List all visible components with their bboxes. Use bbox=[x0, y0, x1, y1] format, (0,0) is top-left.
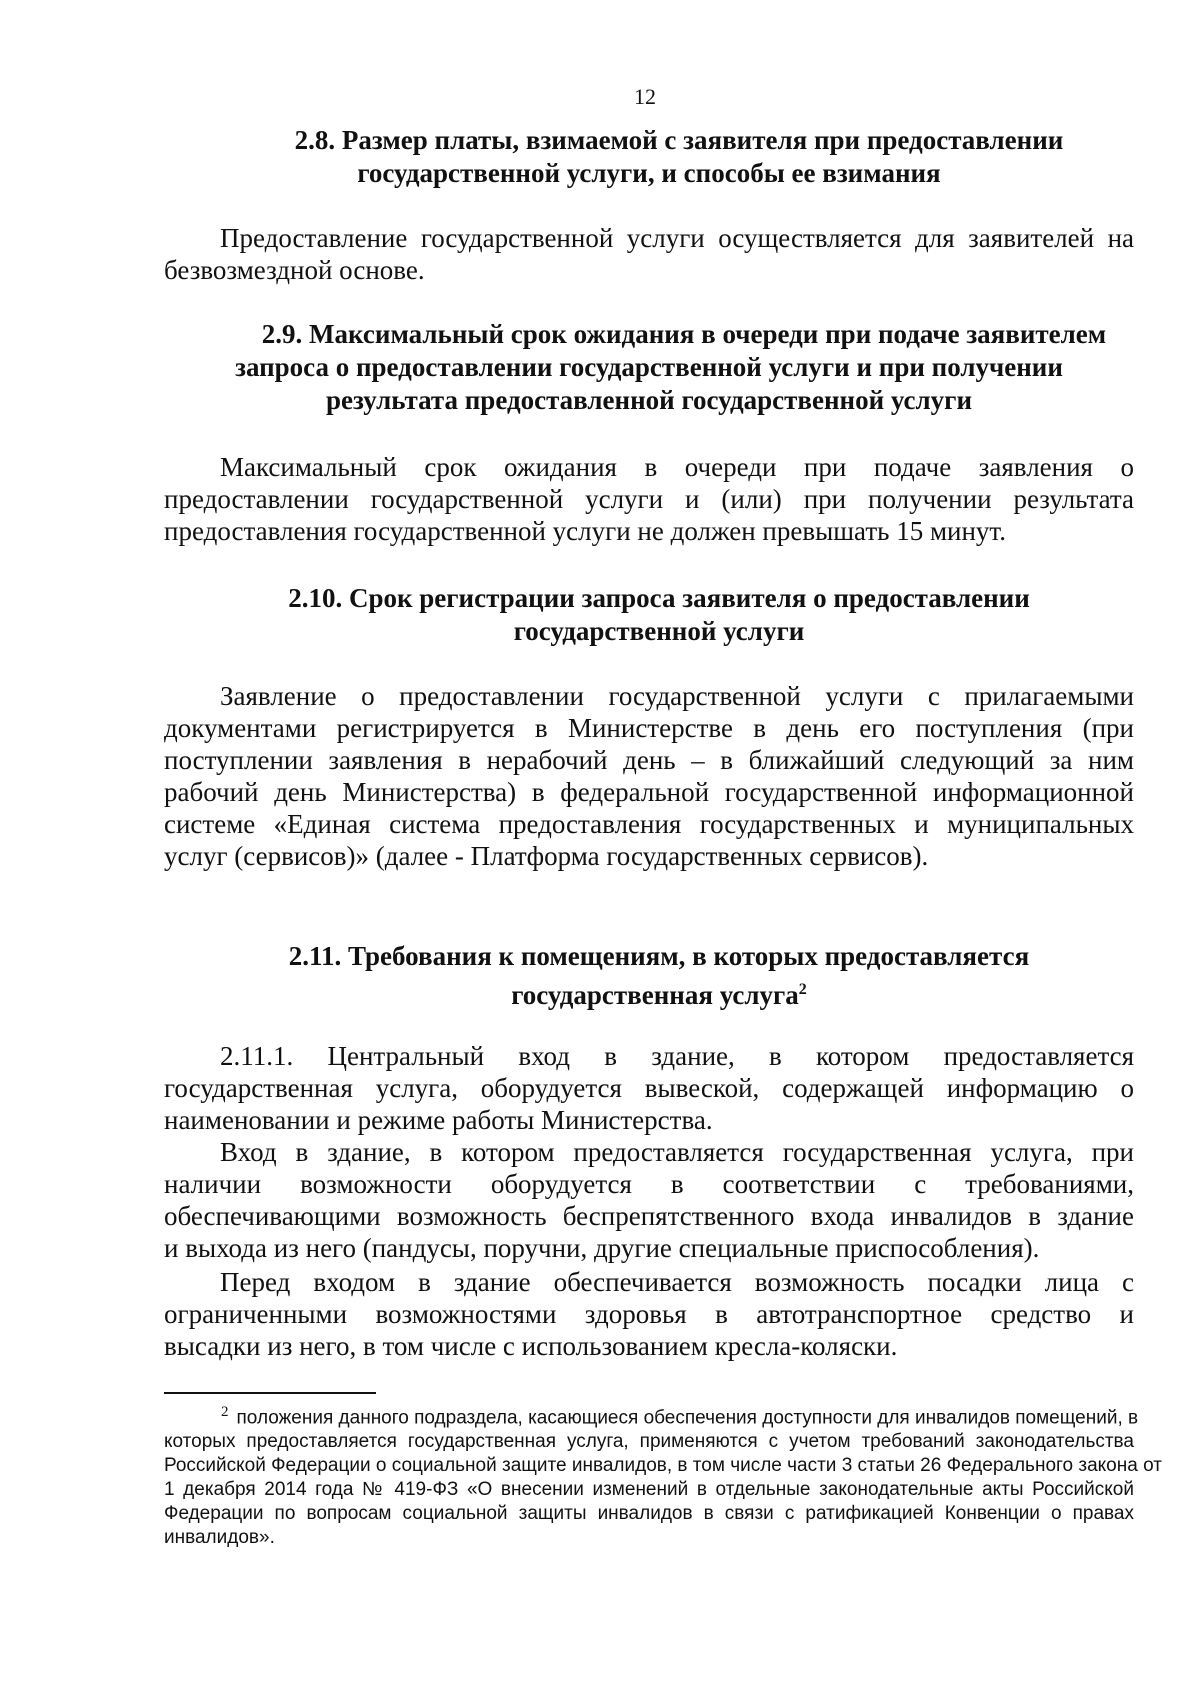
footnote-line: инвалидов». bbox=[164, 1527, 275, 1549]
paragraph-line: 2.11.1. Центральный вход в здание, в котором предоставляется bbox=[220, 1041, 1134, 1071]
footnote bbox=[164, 1400, 1162, 1550]
paragraph-line: системе «Единая система предоставления государственных и муниципальных bbox=[164, 809, 1134, 839]
footnote-mark: 2 bbox=[221, 1404, 229, 1420]
paragraph-line: Вход в здание, в котором предоставляется государственная услуга, при bbox=[220, 1137, 1134, 1167]
section-2-8-heading bbox=[164, 124, 1134, 190]
section-2-8-paragraph bbox=[164, 222, 1134, 286]
paragraph-line: безвозмездной основе. bbox=[164, 255, 425, 285]
section-2-10-paragraph bbox=[164, 680, 1134, 872]
section-2-9-paragraph bbox=[164, 451, 1134, 547]
paragraph-line: Предоставление государственной услуги осуществляется для заявителей на bbox=[220, 223, 1134, 253]
heading-line: 2.10. Срок регистрации запроса заявителя о предоставлении bbox=[288, 583, 1030, 613]
paragraph-line: Перед входом в здание обеспечивается возможность посадки лица с bbox=[220, 1267, 1134, 1297]
paragraph-line: наименовании и режиме работы Министерства. bbox=[164, 1105, 713, 1135]
paragraph-line: ограниченными возможностями здоровья в автотранспортное средство и bbox=[164, 1299, 1134, 1329]
heading-line: 2.9. Максимальный срок ожидания в очереди при подаче заявителем bbox=[261, 319, 1107, 349]
footnote-line: которых предоставляется государственная услуга, применяются с учетом требований законодательства bbox=[164, 1431, 1134, 1453]
paragraph-line: наличии возможности оборудуется в соответствии с требованиями, bbox=[164, 1169, 1134, 1199]
heading-line: 2.8. Размер платы, взимаемой с заявителя при предоставлении bbox=[294, 125, 1064, 155]
paragraph-line: государственная услуга, оборудуется вывеской, содержащей информацию о bbox=[164, 1073, 1134, 1103]
entrance-paragraph bbox=[164, 1136, 1134, 1264]
footnote-divider bbox=[164, 1392, 376, 1394]
boarding-paragraph bbox=[164, 1266, 1134, 1362]
paragraph-line: и выхода из него (пандусы, поручни, другие специальные приспособления). bbox=[164, 1233, 1040, 1263]
section-2-11-heading bbox=[164, 940, 1134, 1012]
footnote-line: 1 декабря 2014 года № 419-ФЗ «О внесении изменений в отдельные законодательные акты Российской bbox=[164, 1479, 1134, 1501]
section-2-11-1-paragraph bbox=[164, 1040, 1134, 1136]
paragraph-line: услуг (сервисов)» (далее - Платформа государственных сервисов). bbox=[164, 841, 929, 871]
section-2-9-heading bbox=[164, 318, 1134, 417]
heading-line: государственной услуги bbox=[513, 616, 805, 646]
heading-line: результата предоставленной государственной услуги bbox=[326, 385, 972, 415]
footnote-reference[interactable]: 2 bbox=[798, 981, 807, 998]
heading-line: запроса о предоставлении государственной услуги и при получении bbox=[235, 352, 1063, 382]
paragraph-line: Заявление о предоставлении государственной услуги с прилагаемыми bbox=[220, 681, 1134, 711]
paragraph-line: рабочий день Министерства) в федеральной государственной информационной bbox=[164, 777, 1134, 807]
footnote-line: Российской Федерации о социальной защите инвалидов, в том числе части 3 статьи 26 Федерального закона от bbox=[164, 1455, 1162, 1477]
paragraph-line: предоставлении государственной услуги и (или) при получении результата bbox=[164, 484, 1134, 514]
footnote-line: Федерации по вопросам социальной защиты инвалидов в связи с ратификацией Конвенции о правах bbox=[164, 1503, 1134, 1525]
paragraph-line: Максимальный срок ожидания в очереди при подаче заявления о bbox=[220, 452, 1134, 482]
paragraph-line: высадки из него, в том числе с использованием кресла-коляски. bbox=[164, 1331, 898, 1361]
heading-line: государственная услуга$^2$ bbox=[511, 980, 807, 1010]
heading-line: 2.11. Требования к помещениям, в которых предоставляется bbox=[288, 941, 1030, 971]
page-number: 12 bbox=[634, 84, 656, 109]
heading-line: государственной услуги, и способы ее взимания bbox=[357, 158, 941, 188]
paragraph-line: поступлении заявления в нерабочий день – в ближайший следующий за ним bbox=[164, 745, 1134, 775]
paragraph-line: документами регистрируется в Министерстве в день его поступления (при bbox=[164, 713, 1134, 743]
paragraph-line: предоставления государственной услуги не должен превышать 15 минут. bbox=[164, 516, 1006, 546]
paragraph-line: обеспечивающими возможность беспрепятственного входа инвалидов в здание bbox=[164, 1201, 1134, 1231]
footnote-line: $^2$ положения данного подраздела, касающиеся обеспечения доступности для инвалидов помещений, в bbox=[221, 1404, 1139, 1429]
section-2-10-heading bbox=[164, 582, 1134, 648]
